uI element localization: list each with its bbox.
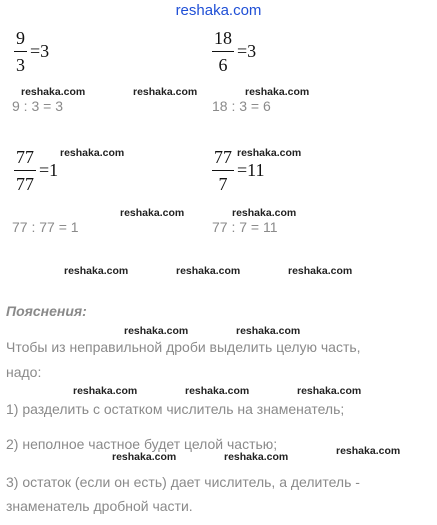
- explanation-step-3-line-2: знаменатель дробной части.: [6, 498, 193, 514]
- watermark: reshaka.com: [224, 451, 289, 463]
- watermark: reshaka.com: [133, 86, 198, 98]
- fraction: [212, 29, 234, 74]
- watermark: reshaka.com: [112, 451, 177, 463]
- watermark: reshaka.com: [176, 265, 241, 277]
- fraction-bar: [212, 170, 234, 171]
- watermark: reshaka.com: [232, 207, 297, 219]
- explanation-step-3-line-1: 3) остаток (если он есть) дает числитель, а делитель -: [6, 474, 360, 490]
- explanation-step-2: 2) неполное частное будет целой частью;: [6, 436, 278, 452]
- fraction: [14, 29, 27, 74]
- fraction-denominator: 3: [16, 55, 25, 75]
- fraction-denominator: 6: [218, 55, 228, 75]
- watermark: reshaka.com: [288, 265, 353, 277]
- watermark: reshaka.com: [336, 445, 401, 457]
- fraction-denominator: 77: [16, 174, 34, 194]
- explanation-step-1: 1) разделить с остатком числитель на знаменатель;: [6, 401, 345, 417]
- fraction-numerator: 77: [16, 147, 34, 167]
- watermark: reshaka.com: [236, 325, 301, 337]
- explanation-intro-line-2: надо:: [6, 364, 42, 380]
- fraction-9-over-3: [14, 29, 49, 74]
- watermark: reshaka.com: [124, 325, 189, 337]
- fraction-numerator: 18: [214, 28, 232, 48]
- watermark: reshaka.com: [297, 385, 362, 397]
- fraction-result: =11: [237, 160, 265, 180]
- fraction-result: =1: [39, 160, 59, 180]
- watermark: reshaka.com: [245, 86, 310, 98]
- explanation-heading: Пояснения:: [6, 303, 87, 319]
- watermark: reshaka.com: [60, 147, 125, 159]
- calculation: 9 : 3 = 3: [12, 98, 63, 114]
- watermark: reshaka.com: [21, 86, 86, 98]
- fraction: [14, 148, 36, 193]
- fraction-77-over-77: [14, 148, 58, 193]
- fraction-result: =3: [237, 41, 257, 61]
- fraction-numerator: 77: [214, 147, 232, 167]
- fraction-bar: [14, 51, 27, 52]
- fraction-denominator: 7: [218, 174, 228, 194]
- watermark: reshaka.com: [185, 385, 250, 397]
- explanation-intro-line-1: Чтобы из неправильной дроби выделить целую часть,: [6, 339, 361, 355]
- fraction: [212, 148, 234, 193]
- calculation: 18 : 3 = 6: [212, 98, 271, 114]
- fraction-bar: [14, 170, 36, 171]
- fraction-18-over-6: [212, 29, 256, 74]
- fraction-bar: [212, 51, 234, 52]
- fraction-numerator: 9: [16, 28, 25, 48]
- calculation: 77 : 7 = 11: [212, 219, 278, 235]
- site-title[interactable]: reshaka.com: [175, 2, 262, 19]
- calculation: 77 : 77 = 1: [12, 219, 79, 235]
- fraction-result: =3: [30, 41, 50, 61]
- watermark: reshaka.com: [64, 265, 129, 277]
- watermark: reshaka.com: [237, 147, 302, 159]
- watermark: reshaka.com: [73, 385, 138, 397]
- watermark: reshaka.com: [120, 207, 185, 219]
